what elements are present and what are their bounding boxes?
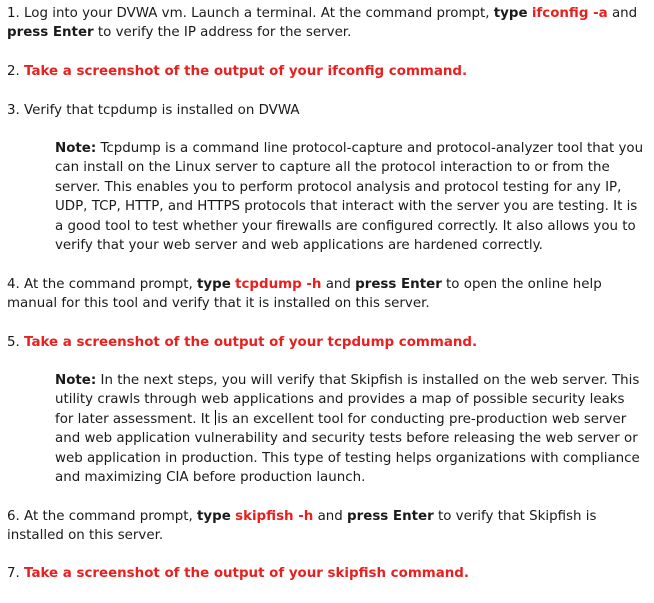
note-skipfish-text-b: is an excellent tool for conducting pre-production web server and web application vulnerability and security tests before releasing the web server or web application in production. This type of testing helps organizations with compliance and maximizing CIA before production launch. bbox=[55, 411, 640, 486]
step-4-type-word: type bbox=[197, 277, 231, 292]
step-6-command: skipfish -h bbox=[235, 509, 314, 524]
step-5-text: Take a screenshot of the output of your tcpdump command. bbox=[24, 335, 478, 350]
step-4-number: 4. bbox=[7, 277, 25, 292]
step-6-press-enter: press Enter bbox=[347, 509, 434, 524]
note-skipfish-text-a: In the next steps, you will verify that Skipfish is installed on the web server. This utility crawls through web applications and provides a map of possible security leaks for later assessment. It bbox=[55, 373, 640, 427]
step-1-number: 1. bbox=[7, 6, 25, 21]
step-4-text-b: and bbox=[321, 277, 356, 292]
step-6-text-b: and bbox=[313, 509, 348, 524]
step-7-number: 7. bbox=[7, 566, 25, 581]
step-1-text-b: and bbox=[607, 6, 638, 21]
step-4 bbox=[7, 275, 647, 314]
note-tcpdump bbox=[55, 139, 645, 255]
step-3 bbox=[7, 101, 647, 120]
step-3-number: 3. bbox=[7, 103, 25, 118]
note-tcpdump-label: Note: bbox=[55, 141, 97, 156]
step-4-text-a: At the command prompt, bbox=[24, 277, 198, 292]
step-3-text: Verify that tcpdump is installed on DVWA bbox=[24, 103, 300, 118]
step-4-text-c: to open the online help manual for this tool and verify that it is installed on this server. bbox=[7, 277, 602, 312]
step-2-text: Take a screenshot of the output of your ifconfig command. bbox=[24, 64, 468, 79]
step-1-command: ifconfig -a bbox=[531, 6, 608, 21]
step-5-number: 5. bbox=[7, 335, 25, 350]
step-1-text-a: Log into your DVWA vm. Launch a terminal. At the command prompt, bbox=[24, 6, 494, 21]
step-6-text-a: At the command prompt, bbox=[24, 509, 198, 524]
step-7 bbox=[7, 564, 647, 583]
step-5 bbox=[7, 333, 647, 352]
note-skipfish bbox=[55, 371, 645, 487]
step-7-text: Take a screenshot of the output of your skipfish command. bbox=[24, 566, 469, 581]
step-4-press-enter: press Enter bbox=[355, 277, 442, 292]
step-6 bbox=[7, 507, 647, 546]
step-6-number: 6. bbox=[7, 509, 25, 524]
step-1-press-enter: press Enter bbox=[7, 25, 94, 41]
step-1-text-c: to verify the IP address for the server. bbox=[93, 25, 352, 41]
note-skipfish-label: Note: bbox=[55, 373, 97, 388]
step-6-type-word: type bbox=[197, 509, 231, 524]
note-tcpdump-text: Tcpdump is a command line protocol-capture and protocol-analyzer tool that you can install on the Linux server to capture all the protocol interaction to or from the server. This enables you to perform protocol analysis and protocol testing for any IP, UDP, TCP, HTTP, and HTTPS protocols that interact with the server you are testing. It is a good tool to test whether your firewalls are configured correctly. It also allows you to verify that your web server and web applications are hardened correctly. bbox=[55, 141, 644, 254]
step-1-type-word: type bbox=[493, 6, 528, 21]
step-2-number: 2. bbox=[7, 64, 25, 79]
step-6-text-c: to verify that Skipfish is installed on this server. bbox=[7, 509, 597, 544]
step-1 bbox=[7, 4, 647, 43]
step-2 bbox=[7, 62, 647, 81]
step-4-command: tcpdump -h bbox=[235, 277, 322, 292]
